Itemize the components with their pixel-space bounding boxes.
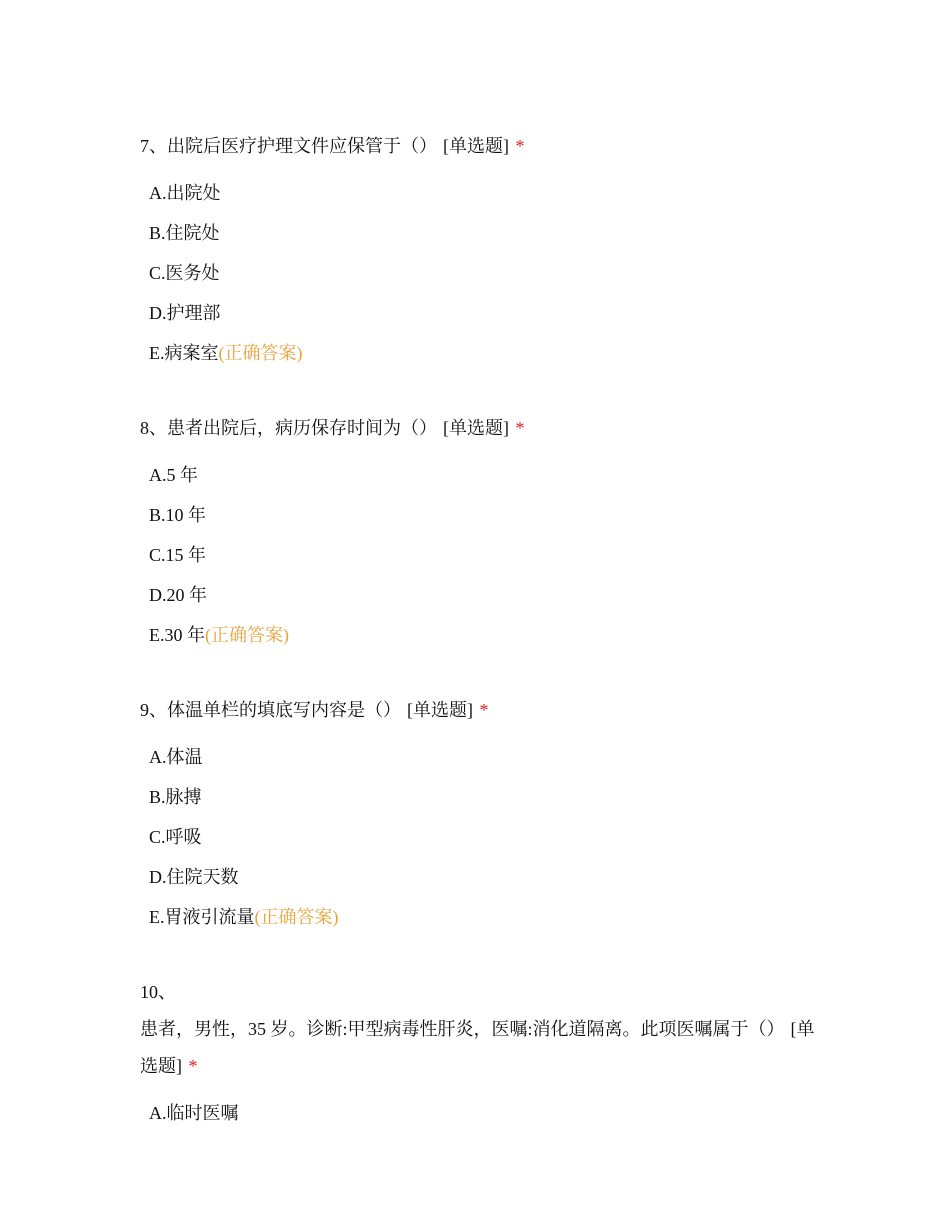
option-c[interactable] — [140, 817, 820, 857]
option-a[interactable] — [140, 455, 820, 495]
question-number: 9、 — [140, 700, 167, 720]
option-a[interactable] — [140, 737, 820, 777]
question-number: 7、 — [140, 136, 167, 156]
question-type: [单选题] — [407, 700, 473, 720]
correct-answer-tag: (正确答案) — [205, 625, 289, 645]
option-label: B.住院处 — [149, 223, 220, 243]
option-b[interactable] — [140, 495, 820, 535]
option-list — [140, 173, 820, 373]
option-label: B.脉搏 — [149, 787, 202, 807]
option-list — [140, 1093, 820, 1133]
option-e[interactable] — [140, 897, 820, 937]
question-type: [单选题] — [443, 136, 509, 156]
option-list — [140, 455, 820, 655]
question-type: [单选题] — [140, 1019, 815, 1076]
question-title — [140, 128, 820, 165]
option-b[interactable] — [140, 777, 820, 817]
question-title — [140, 410, 820, 447]
question-number: 8、 — [140, 418, 167, 438]
question-title — [140, 974, 820, 1085]
question-number: 10、 — [140, 982, 176, 1002]
required-mark: * — [479, 700, 489, 720]
option-label: B.10 年 — [149, 505, 207, 525]
option-c[interactable] — [140, 253, 820, 293]
question-7 — [140, 128, 820, 373]
required-mark: * — [515, 418, 525, 438]
question-text: 患者，男性，35 岁。诊断:甲型病毒性肝炎，医嘱:消化道隔离。此项医嘱属于（） — [140, 1019, 785, 1039]
required-mark: * — [188, 1056, 198, 1076]
option-label: A.临时医嘱 — [149, 1103, 239, 1123]
option-label: D.住院天数 — [149, 867, 239, 887]
option-label: C.15 年 — [149, 545, 207, 565]
option-a[interactable] — [140, 173, 820, 213]
question-type: [单选题] — [443, 418, 509, 438]
option-label: C.医务处 — [149, 263, 220, 283]
option-list — [140, 737, 820, 937]
question-text: 体温单栏的填底写内容是（） — [167, 700, 401, 720]
option-d[interactable] — [140, 857, 820, 897]
option-a[interactable] — [140, 1093, 820, 1133]
correct-answer-tag: (正确答案) — [254, 907, 339, 927]
option-label: E.30 年 — [149, 625, 205, 645]
option-label: A.体温 — [149, 747, 203, 767]
question-title — [140, 692, 820, 729]
option-label: D.护理部 — [149, 303, 221, 323]
question-10 — [140, 974, 820, 1133]
option-b[interactable] — [140, 213, 820, 253]
option-label: E.病案室 — [149, 343, 219, 363]
correct-answer-tag: (正确答案) — [218, 343, 303, 363]
option-label: A.出院处 — [149, 183, 221, 203]
option-e[interactable] — [140, 333, 820, 373]
option-d[interactable] — [140, 575, 820, 615]
required-mark: * — [515, 136, 525, 156]
option-label: E.胃液引流量 — [149, 907, 255, 927]
question-text: 患者出院后，病历保存时间为（） — [167, 418, 437, 438]
question-text: 出院后医疗护理文件应保管于（） — [167, 136, 437, 156]
question-9 — [140, 692, 820, 937]
option-label: C.呼吸 — [149, 827, 202, 847]
option-d[interactable] — [140, 293, 820, 333]
option-e[interactable] — [140, 615, 820, 655]
option-c[interactable] — [140, 535, 820, 575]
question-8 — [140, 410, 820, 655]
option-label: D.20 年 — [149, 585, 207, 605]
option-label: A.5 年 — [149, 465, 198, 485]
